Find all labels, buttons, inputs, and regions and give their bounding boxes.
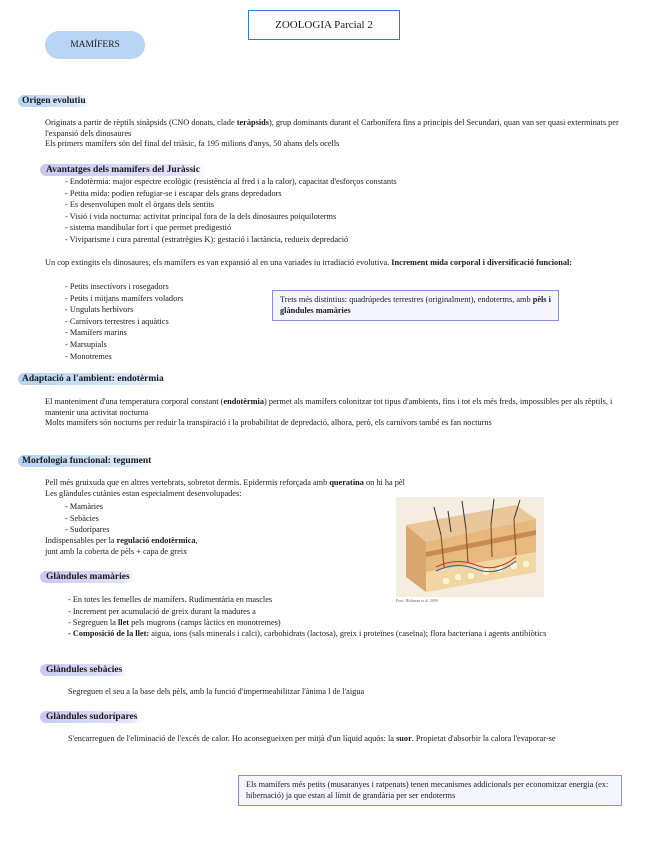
heading-glandules-sudoripares: Glàndules sudorípares [40,711,143,723]
traits-note: Trets més distintius: quadrúpedes terrestres (originalment), endoterms, amb pèls i glàndules mamàries [272,290,559,321]
heading-avantatges: Avantatges dels mamífers del Juràssic [40,164,206,176]
list-item: - Sudorípares [65,525,110,535]
list-item: - Marsupials [65,339,107,349]
glands-list [65,501,109,536]
list-item: - Petita mida: podien refugiar-se i escapar dels grans depredadors [65,188,282,198]
heading-morfologia-funcional: Morfologia funcional: tegument [18,455,155,467]
list-item: - Segreguen la llet pels mugrons (camps làctics en monotremes) [68,618,281,628]
small-mammals-note: Els mamífers més petits (musaranyes i ratpenats) tenen mecanismes addicionals per economitzar energia (ex: hibernació) ja que estan al límit de grandària per ser endoterms [238,775,622,806]
tegument-paragraph: Pell més gruixuda que en altres vertebrats, sobretot dermis. Epidermis reforçada amb queratina on hi ha pèl Les glàndules cutànies estan especialment desenvolupades: [45,478,405,498]
list-item: - Es desenvolupen molt el òrgans dels sentits [65,200,214,210]
mammary-list [68,594,281,629]
origin-paragraph: Originats a partir de rèptils sinàpsids (CNO donats, clade teràpsids), grup dominants durant el Carbonífera fins a principis del Secundari, quan van ser quasi exterminats per l'expansió dels dinosaures Els primers mamífers són del final del triàsic, fa 195 milions d'anys, 50 abans dels ocells [45,118,619,149]
list-item: - Carnívors terrestres i aquàtics [65,316,169,326]
heading-origen-evolutiu: Origen evolutiu [18,95,90,107]
list-item: - Visió i vida nocturna: activitat principal fora de la dels dinosaures poiquiloterms [65,211,337,221]
sweat-paragraph: S'encarreguen de l'eliminació de l'excés de calor. Ho aconsegueixen per mitjà d'un líquid aquós: la suor. Propietat d'absorbir la calora l'evaporar-se [68,734,556,743]
list-item: - En totes les femelles de mamífers. Rudimentària en mascles [68,595,273,604]
groups-list [65,281,183,362]
list-item: - Monotremes [65,351,112,361]
sebaceous-paragraph: Segreguen el seu a la base dels pèls, amb la funció d'impermeabilitzar l'ànima l de l'aigua [68,687,365,696]
list-item: - Mamàries [65,502,104,511]
figure-caption: Font: Hickman et al. 2009 [396,598,438,603]
heading-glandules-sebacies: Glàndules sebàcies [40,664,128,676]
list-item: - Viviparisme i cura parental (estratrègies K): gestació i lactància, redueix depredació [65,234,349,244]
list-item: - Ungulats herbívors [65,305,134,315]
heading-glandules-mamaries: Glàndules mamàries [40,571,136,583]
list-item: - Sebàcies [65,513,99,523]
heading-adaptacio-ambient: Adaptació a l'ambient: endotèrmia [18,373,168,385]
list-item: - Endotèrmia: major espectre ecològic (resistència al fred i a la calor), capacitat d'esforços constants [65,177,397,186]
advantages-list [65,176,397,246]
endothermy-paragraph: El manteniment d'una temperatura corporal constant (endotèrmia) permet als mamífers colonitzar tot tipus d'ambients, fins i tot els més freds, impossibles per als rèptils, i mantenir una activitat nocturna Molts mamífers són nocturns per reduir la transpiració i la probabilitat de depredació, alhora, però, els carnívors també es fan nocturns [45,397,613,428]
regulation-paragraph: Indispensables per la regulació endotèrmica, junt amb la coberta de pèls + capa de greix [45,536,198,556]
list-item: - Mamífers marins [65,328,127,338]
list-item: - Increment per acumulació de greix durant la madures a [68,606,256,616]
radiation-paragraph: Un cop extingits els dinosaures, els mamífers es van expansió al en una variades iu irradiació evolutiva. Increment mida corporal i diversificació funcional: [45,258,573,267]
document-title: ZOOLOGIA Parcial 2 [248,10,400,40]
milk-composition: - Composició de la llet: aigua, ions (sals minerals i calci), carbohidrats (lactosa), greix i proteïnes (caseïna); flora bacteriana i agents antibiòtics [68,629,547,638]
list-item: - Petits insectívors i rosegadors [65,282,169,291]
skin-cross-section-image [396,497,544,597]
list-item: - sistema mandibular fort i que permet predigestió [65,223,232,233]
subject-pill: MAMÍFERS [45,31,145,59]
list-item: - Petits i mitjans mamífers voladors [65,293,184,303]
